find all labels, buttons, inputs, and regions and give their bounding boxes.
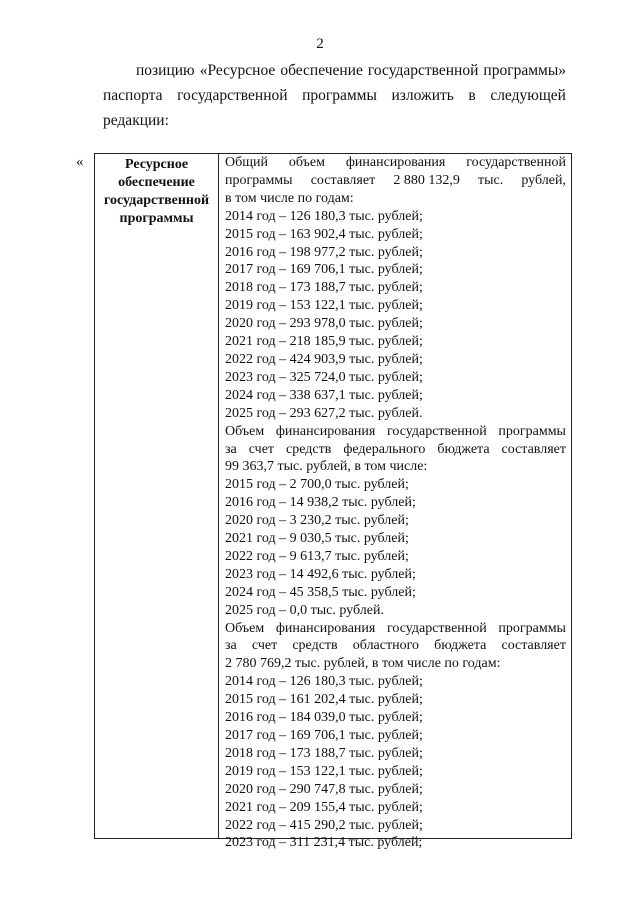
intro-word: государственной xyxy=(367,62,479,79)
text-word: рублей, xyxy=(521,172,566,188)
regional-year-row: 2015 год – 161 202,4 тыс. рублей; xyxy=(225,692,423,708)
total-year-row: 2024 год – 338 637,1 тыс. рублей; xyxy=(225,387,423,403)
text-word: государственной xyxy=(466,155,566,170)
intro-word: государственной xyxy=(177,87,288,104)
intro-word: паспорта xyxy=(103,87,163,104)
total-year-row: 2021 год – 218 185,9 тыс. рублей; xyxy=(225,334,423,350)
text-word: областного xyxy=(352,638,419,654)
intro-word: обеспечение xyxy=(280,62,363,79)
federal-header-line xyxy=(225,441,566,459)
text-word: счет xyxy=(251,638,278,654)
table-right-cell xyxy=(219,154,571,851)
intro-line-1 xyxy=(103,58,566,83)
intro-paragraph xyxy=(103,58,566,133)
federal-year-row: 2022 год – 9 613,7 тыс. рублей; xyxy=(225,548,409,564)
federal-header-tail: 99 363,7 тыс. рублей, в том числе: xyxy=(225,459,428,475)
total-header-line xyxy=(225,154,566,172)
intro-word: «Ресурсное xyxy=(199,62,276,79)
regional-year-row: 2016 год – 184 039,0 тыс. рублей; xyxy=(225,710,423,726)
regional-year-row: 2017 год – 169 706,1 тыс. рублей; xyxy=(225,728,423,743)
text-word: средств xyxy=(292,638,338,654)
regional-header-line xyxy=(225,637,566,655)
intro-word: позицию xyxy=(136,62,195,79)
federal-header-line xyxy=(225,423,566,441)
regional-year-row: 2014 год – 126 180,3 тыс. рублей; xyxy=(225,674,423,690)
text-word: средств xyxy=(286,441,332,457)
federal-year-row: 2021 год – 9 030,5 тыс. рублей; xyxy=(225,531,409,547)
intro-word: редакции: xyxy=(103,112,169,129)
regional-year-row: 2022 год – 415 290,2 тыс. рублей; xyxy=(225,817,423,833)
intro-word: в xyxy=(468,87,476,104)
total-year-row: 2019 год – 153 122,1 тыс. рублей; xyxy=(225,298,423,314)
total-year-row: 2018 год – 173 188,7 тыс. рублей; xyxy=(225,280,423,296)
total-year-row: 2020 год – 293 978,0 тыс. рублей; xyxy=(225,316,423,332)
federal-year-row: 2020 год – 3 230,2 тыс. рублей; xyxy=(225,513,409,529)
text-word: программы xyxy=(498,423,566,439)
federal-year-row: 2023 год – 14 492,6 тыс. рублей; xyxy=(225,566,416,582)
text-word: финансирования xyxy=(275,423,376,439)
text-word: составляет xyxy=(501,441,566,457)
federal-year-row: 2024 год – 45 358,5 тыс. рублей; xyxy=(225,584,416,600)
total-year-row: 2025 год – 293 627,2 тыс. рублей. xyxy=(225,405,423,421)
total-header-tail: в том числе по годам: xyxy=(225,190,354,206)
intro-word: программы» xyxy=(483,62,566,79)
text-word: финансирования xyxy=(345,155,446,170)
text-word: Общий xyxy=(225,155,268,170)
regional-header-tail: 2 780 769,2 тыс. рублей, в том числе по годам: xyxy=(225,656,501,672)
text-word: государственной xyxy=(386,423,487,439)
text-word: государственной xyxy=(386,620,487,636)
text-word: программы xyxy=(225,172,293,188)
text-word: за xyxy=(225,441,237,457)
text-word: программы xyxy=(498,620,566,636)
text-word: составляет xyxy=(310,172,376,188)
opening-quote-mark: « xyxy=(76,154,84,170)
table-left-cell xyxy=(95,154,219,838)
text-word: объем xyxy=(288,155,325,170)
total-year-row: 2016 год – 198 977,2 тыс. рублей; xyxy=(225,244,423,260)
text-word: 2 880 132,9 xyxy=(393,172,460,188)
left-label-line: государственной xyxy=(103,193,210,208)
regional-year-row: 2018 год – 173 188,7 тыс. рублей; xyxy=(225,745,423,761)
intro-line-2 xyxy=(103,83,566,108)
left-label-line: обеспечение xyxy=(118,175,195,190)
total-year-row: 2015 год – 163 902,4 тыс. рублей; xyxy=(225,226,423,242)
total-year-row: 2022 год – 424 903,9 тыс. рублей; xyxy=(225,351,423,367)
text-word: счет xyxy=(248,441,275,457)
regional-header-line xyxy=(225,620,566,638)
intro-word: следующей xyxy=(490,87,566,104)
regional-year-row: 2021 год – 209 155,4 тыс. рублей; xyxy=(225,799,423,815)
federal-year-row: 2025 год – 0,0 тыс. рублей. xyxy=(225,602,384,618)
left-label-line: Ресурсное xyxy=(124,157,189,172)
text-word: составляет xyxy=(501,638,566,654)
federal-year-row: 2015 год – 2 700,0 тыс. рублей; xyxy=(225,477,409,493)
page-number: 2 xyxy=(316,36,324,52)
text-word: бюджета xyxy=(437,441,490,457)
total-year-row: 2023 год – 325 724,0 тыс. рублей; xyxy=(225,369,423,385)
total-year-row: 2017 год – 169 706,1 тыс. рублей; xyxy=(225,262,423,278)
intro-word: программы xyxy=(302,87,377,104)
federal-year-row: 2016 год – 14 938,2 тыс. рублей; xyxy=(225,495,416,511)
intro-word: изложить xyxy=(391,87,454,104)
total-year-row: 2014 год – 126 180,3 тыс. рублей; xyxy=(225,208,423,224)
text-word: за xyxy=(225,638,237,654)
text-word: бюджета xyxy=(434,638,487,654)
regional-year-row: 2019 год – 153 122,1 тыс. рублей; xyxy=(225,763,423,779)
intro-line-3 xyxy=(103,108,566,133)
text-word: Объем xyxy=(225,620,265,636)
text-word: Объем xyxy=(225,423,265,439)
text-word: финансирования xyxy=(275,620,376,636)
text-word: федерального xyxy=(343,441,426,457)
text-word: тыс. xyxy=(477,172,504,188)
regional-year-row: 2020 год – 290 747,8 тыс. рублей; xyxy=(225,781,423,797)
resource-provision-table xyxy=(94,153,572,851)
total-header-line xyxy=(225,172,566,190)
regional-year-row: 2023 год – 311 231,4 тыс. рублей; xyxy=(225,835,423,851)
left-label-line: программы xyxy=(119,211,194,226)
